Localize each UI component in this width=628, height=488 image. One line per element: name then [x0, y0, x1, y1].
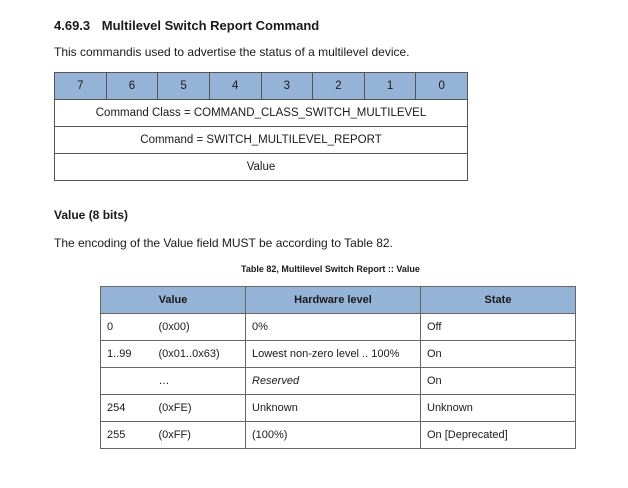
table-caption: Table 82, Multilevel Switch Report :: Value	[241, 264, 420, 274]
bit-header: 0	[416, 73, 468, 100]
bit-header-row	[55, 73, 468, 100]
command-class-cell: Command Class = COMMAND_CLASS_SWITCH_MULTILEVEL	[55, 100, 468, 127]
bit-header: 2	[313, 73, 365, 100]
value-encoding-table	[100, 286, 576, 449]
state: On [Deprecated]	[421, 422, 576, 449]
value-hex: (0x00)	[153, 314, 246, 341]
bit-header: 3	[261, 73, 313, 100]
state: Unknown	[421, 395, 576, 422]
hardware-level: Lowest non-zero level .. 100%	[246, 341, 421, 368]
table-row	[101, 368, 576, 395]
table-row	[101, 422, 576, 449]
hardware-level: Reserved	[246, 368, 421, 395]
value-decimal: 255	[101, 422, 153, 449]
value-heading: Value (8 bits)	[54, 208, 129, 222]
format-row	[55, 127, 468, 154]
value-decimal	[101, 368, 153, 395]
hardware-level: Unknown	[246, 395, 421, 422]
state: On	[421, 341, 576, 368]
value-decimal: 1..99	[101, 341, 153, 368]
table-row	[101, 314, 576, 341]
value-decimal: 254	[101, 395, 153, 422]
bit-header: 1	[364, 73, 416, 100]
value-decimal: 0	[101, 314, 153, 341]
bit-header: 5	[158, 73, 210, 100]
value-column-header: Value	[101, 287, 246, 314]
format-row	[55, 100, 468, 127]
table-row	[101, 341, 576, 368]
state: Off	[421, 314, 576, 341]
value-hex: (0xFF)	[153, 422, 246, 449]
hardware-level: 0%	[246, 314, 421, 341]
encoding-header-row	[101, 287, 576, 314]
state-column-header: State	[421, 287, 576, 314]
value-cell: Value	[55, 154, 468, 181]
hardware-level: (100%)	[246, 422, 421, 449]
section-title: Multilevel Switch Report Command	[101, 18, 320, 33]
value-hex: (0xFE)	[153, 395, 246, 422]
bit-header: 4	[209, 73, 261, 100]
state: On	[421, 368, 576, 395]
value-hex: …	[153, 368, 246, 395]
hardware-column-header: Hardware level	[246, 287, 421, 314]
value-hex: (0x01..0x63)	[153, 341, 246, 368]
format-row	[55, 154, 468, 181]
section-number: 4.69.3	[54, 18, 91, 33]
section-heading	[54, 18, 319, 33]
command-cell: Command = SWITCH_MULTILEVEL_REPORT	[55, 127, 468, 154]
table-row	[101, 395, 576, 422]
command-format-table	[54, 72, 468, 181]
value-description: The encoding of the Value field MUST be according to Table 82.	[54, 236, 393, 250]
bit-header: 7	[55, 73, 107, 100]
intro-paragraph: This commandis used to advertise the status of a multilevel device.	[54, 45, 410, 59]
bit-header: 6	[106, 73, 158, 100]
